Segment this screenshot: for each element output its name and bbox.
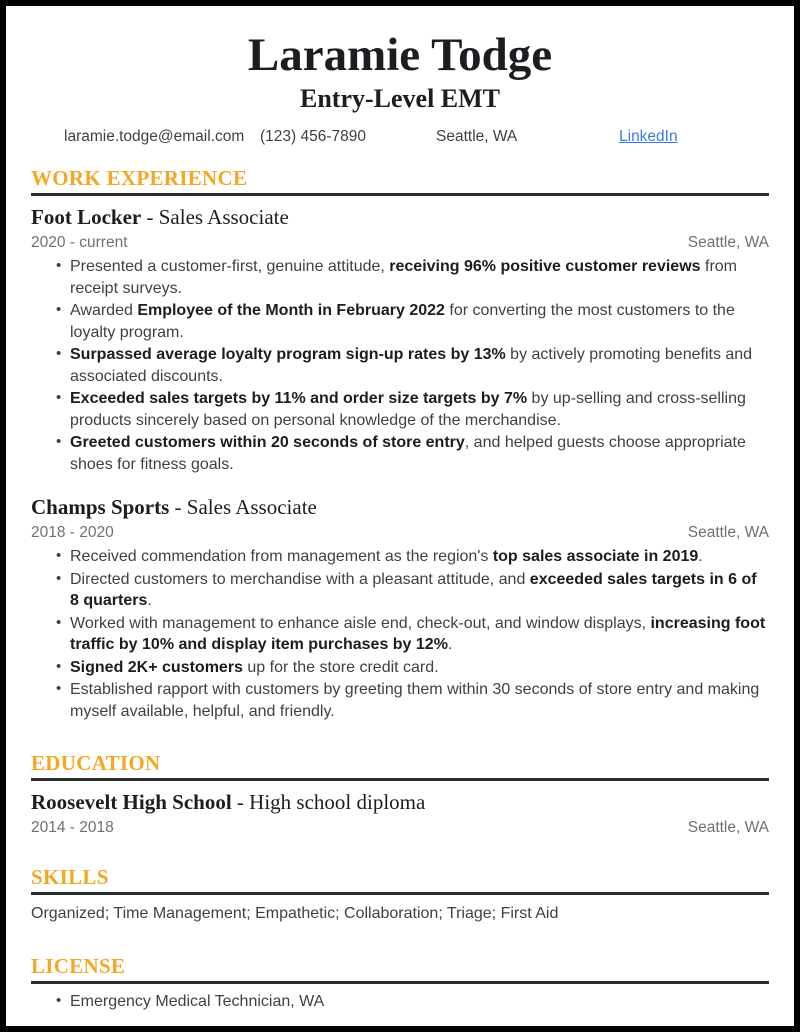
section-heading-skills: SKILLS bbox=[31, 865, 109, 889]
section-skills bbox=[6, 866, 794, 925]
section-work-experience bbox=[6, 167, 794, 722]
bullet-item: • Awarded Employee of the Month in February 2022 for converting the most customers to the loyalty program. bbox=[31, 300, 769, 343]
skills-list: Organized; Time Management; Empathetic; Collaboration; Triage; First Aid bbox=[31, 905, 559, 922]
section-divider bbox=[31, 778, 769, 781]
candidate-name: Laramie Todge bbox=[247, 29, 553, 81]
bullet-item: • Surpassed average loyalty program sign-up rates by 13% by actively promoting benefits and associated discounts. bbox=[31, 344, 769, 387]
education-entry bbox=[31, 790, 769, 838]
contact-location: Seattle, WA bbox=[436, 128, 518, 145]
work-entry-meta bbox=[31, 522, 769, 543]
bullet-item: • Presented a customer-first, genuine attitude, receiving 96% positive customer reviews from receipt surveys. bbox=[31, 256, 769, 299]
work-entry-company: Foot Locker bbox=[31, 205, 142, 229]
bullet-item: • Emergency Medical Technician, WA bbox=[31, 991, 769, 1013]
bullet-item: • Worked with management to enhance aisle end, check-out, and window displays, increasing foot traffic by 10% and display item purchases by 12%. bbox=[31, 613, 769, 656]
work-entry-meta bbox=[31, 232, 769, 253]
work-entry-title bbox=[31, 495, 769, 520]
contact-row-wrapper bbox=[6, 127, 794, 147]
education-entry-degree: High school diploma bbox=[249, 790, 426, 814]
work-entry bbox=[31, 205, 769, 475]
education-entry-school: Roosevelt High School bbox=[31, 790, 232, 814]
work-entry-location: Seattle, WA bbox=[687, 524, 769, 541]
resume-header bbox=[6, 6, 794, 114]
license-bullets bbox=[31, 991, 769, 1013]
section-education bbox=[6, 752, 794, 838]
section-divider bbox=[31, 193, 769, 196]
education-entry-dates: 2014 - 2018 bbox=[31, 819, 114, 836]
education-entry-meta bbox=[31, 817, 769, 838]
contact-linkedin-link[interactable]: LinkedIn bbox=[619, 128, 678, 145]
section-heading-education: EDUCATION bbox=[31, 751, 161, 775]
work-entry bbox=[31, 495, 769, 722]
work-entry-company: Champs Sports bbox=[31, 495, 170, 519]
work-entry-separator: - bbox=[174, 495, 182, 519]
section-license bbox=[6, 955, 794, 1013]
contact-phone[interactable]: (123) 456-7890 bbox=[260, 128, 366, 145]
work-entry-location: Seattle, WA bbox=[687, 234, 769, 251]
education-entry-location: Seattle, WA bbox=[687, 819, 769, 836]
work-entry-dates: 2018 - 2020 bbox=[31, 524, 114, 541]
candidate-job-title: Entry-Level EMT bbox=[299, 84, 501, 113]
bullet-item: • Greeted customers within 20 seconds of store entry, and helped guests choose appropriate shoes for fitness goals. bbox=[31, 432, 769, 475]
work-entry-role: Sales Associate bbox=[186, 495, 317, 519]
contact-email[interactable]: laramie.todge@email.com bbox=[64, 128, 245, 145]
education-entry-title bbox=[31, 790, 769, 815]
contact-row bbox=[31, 127, 769, 147]
bullet-item: • Received commendation from management as the region's top sales associate in 2019. bbox=[31, 546, 769, 568]
section-divider bbox=[31, 892, 769, 895]
work-entry-bullets bbox=[31, 546, 769, 722]
section-divider bbox=[31, 981, 769, 984]
work-entry-separator: - bbox=[146, 205, 154, 229]
resume-page bbox=[6, 6, 794, 1026]
section-heading-work-experience: WORK EXPERIENCE bbox=[31, 166, 248, 190]
bullet-item: • Signed 2K+ customers up for the store credit card. bbox=[31, 657, 769, 679]
work-entry-bullets bbox=[31, 256, 769, 475]
bullet-item: • Established rapport with customers by greeting them within 30 seconds of store entry and making myself available, helpful, and friendly. bbox=[31, 679, 769, 722]
bullet-item: • Exceeded sales targets by 11% and order size targets by 7% by up-selling and cross-selling products sincerely based on personal knowledge of the merchandise. bbox=[31, 388, 769, 431]
education-entry-separator: - bbox=[236, 790, 244, 814]
work-entry-title bbox=[31, 205, 769, 230]
work-entry-dates: 2020 - current bbox=[31, 234, 128, 251]
section-heading-license: LICENSE bbox=[31, 954, 126, 978]
work-entry-role: Sales Associate bbox=[158, 205, 289, 229]
bullet-item: • Directed customers to merchandise with a pleasant attitude, and exceeded sales targets in 6 of 8 quarters. bbox=[31, 569, 769, 612]
